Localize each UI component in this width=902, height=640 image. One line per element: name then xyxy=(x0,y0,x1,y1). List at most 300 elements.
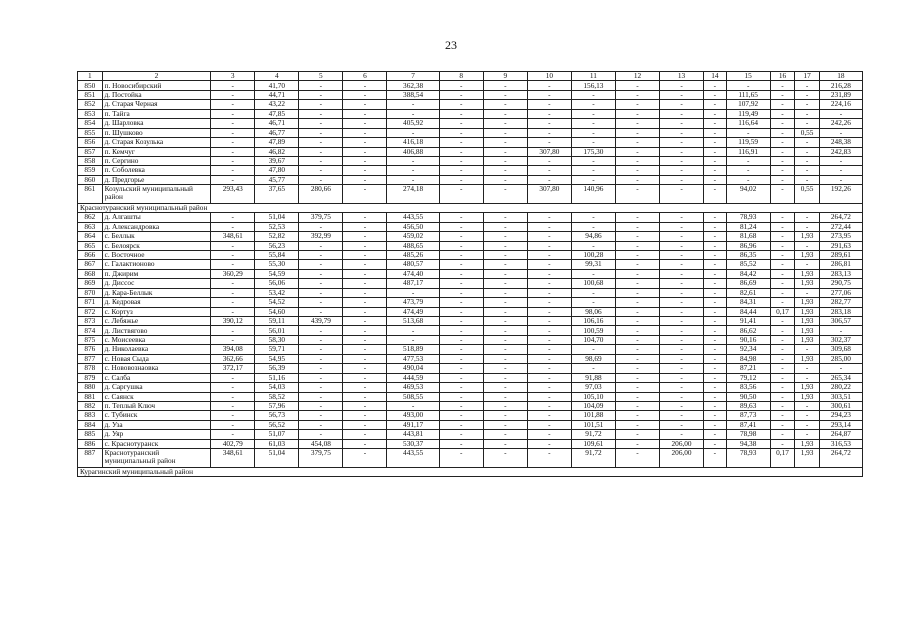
settlement-name-cell: д. Кара-Беллык xyxy=(102,288,211,297)
value-cell: 1,93 xyxy=(795,307,820,316)
value-cell: 116,64 xyxy=(726,119,770,128)
value-cell: 51,16 xyxy=(255,373,299,382)
value-cell: - xyxy=(211,213,255,222)
value-cell: 474,40 xyxy=(387,269,439,278)
value-cell: 156,13 xyxy=(571,81,615,90)
value-cell: - xyxy=(615,232,659,241)
value-cell: - xyxy=(571,269,615,278)
value-cell: - xyxy=(527,364,571,373)
value-cell: - xyxy=(615,175,659,184)
value-cell: - xyxy=(299,222,343,231)
value-cell: - xyxy=(527,222,571,231)
value-cell: - xyxy=(211,222,255,231)
value-cell: 473,79 xyxy=(387,298,439,307)
value-cell: - xyxy=(439,269,483,278)
value-cell: 487,17 xyxy=(387,279,439,288)
value-cell: 294,23 xyxy=(819,411,862,420)
settlement-name-cell: п. Соболевка xyxy=(102,166,211,175)
table-row xyxy=(78,373,863,382)
value-cell: 100,28 xyxy=(571,250,615,259)
settlement-name-cell: д. Постойка xyxy=(102,90,211,99)
value-cell: - xyxy=(795,175,820,184)
value-cell: - xyxy=(439,213,483,222)
value-cell: - xyxy=(660,128,704,137)
value-cell: - xyxy=(704,269,727,278)
value-cell: 362,66 xyxy=(211,354,255,363)
column-header: 14 xyxy=(704,72,727,81)
value-cell: - xyxy=(343,364,387,373)
value-cell: 104,09 xyxy=(571,401,615,410)
value-cell: - xyxy=(615,420,659,429)
value-cell: - xyxy=(343,449,387,468)
table-row xyxy=(78,430,863,439)
value-cell: - xyxy=(527,109,571,118)
value-cell: 55,30 xyxy=(255,260,299,269)
table-row xyxy=(78,260,863,269)
value-cell: 100,59 xyxy=(571,326,615,335)
value-cell: - xyxy=(660,81,704,90)
value-cell: - xyxy=(795,420,820,429)
table-row xyxy=(78,420,863,429)
value-cell: - xyxy=(660,232,704,241)
row-number-cell: 855 xyxy=(78,128,103,137)
value-cell: - xyxy=(704,128,727,137)
value-cell: - xyxy=(299,138,343,147)
settlement-name-cell: д. Алгашты xyxy=(102,213,211,222)
value-cell: - xyxy=(387,128,439,137)
table-row xyxy=(78,401,863,410)
value-cell: - xyxy=(299,100,343,109)
value-cell: 54,95 xyxy=(255,354,299,363)
value-cell: - xyxy=(726,175,770,184)
value-cell: - xyxy=(819,109,862,118)
value-cell: - xyxy=(704,401,727,410)
value-cell: - xyxy=(483,100,527,109)
value-cell: 56,06 xyxy=(255,279,299,288)
value-cell: - xyxy=(439,185,483,204)
value-cell: 86,62 xyxy=(726,326,770,335)
value-cell: - xyxy=(211,411,255,420)
value-cell: - xyxy=(211,298,255,307)
value-cell: 45,77 xyxy=(255,175,299,184)
settlement-name-cell: п. Сергино xyxy=(102,156,211,165)
value-cell: - xyxy=(795,241,820,250)
value-cell: - xyxy=(483,288,527,297)
table-row xyxy=(78,411,863,420)
value-cell: 43,22 xyxy=(255,100,299,109)
value-cell: - xyxy=(299,279,343,288)
column-header: 12 xyxy=(615,72,659,81)
settlement-name-cell: д. Николаевка xyxy=(102,345,211,354)
value-cell: - xyxy=(439,109,483,118)
value-cell: - xyxy=(299,166,343,175)
column-header: 5 xyxy=(299,72,343,81)
value-cell: 87,21 xyxy=(726,364,770,373)
row-number-cell: 856 xyxy=(78,138,103,147)
value-cell: - xyxy=(660,373,704,382)
value-cell: 59,71 xyxy=(255,345,299,354)
value-cell: 491,17 xyxy=(387,420,439,429)
value-cell: - xyxy=(795,364,820,373)
value-cell: - xyxy=(343,392,387,401)
value-cell: - xyxy=(483,222,527,231)
value-cell: 56,73 xyxy=(255,411,299,420)
value-cell: 303,51 xyxy=(819,392,862,401)
value-cell: - xyxy=(660,364,704,373)
value-cell: 111,65 xyxy=(726,90,770,99)
value-cell: 55,84 xyxy=(255,250,299,259)
value-cell: - xyxy=(439,119,483,128)
value-cell: - xyxy=(343,326,387,335)
value-cell: - xyxy=(726,128,770,137)
value-cell: - xyxy=(527,326,571,335)
value-cell: - xyxy=(299,392,343,401)
value-cell: - xyxy=(527,439,571,448)
value-cell: - xyxy=(483,317,527,326)
value-cell: 402,79 xyxy=(211,439,255,448)
value-cell: - xyxy=(660,119,704,128)
value-cell: 57,96 xyxy=(255,401,299,410)
value-cell: - xyxy=(770,260,795,269)
value-cell: - xyxy=(615,317,659,326)
row-number-cell: 866 xyxy=(78,250,103,259)
value-cell: 1,93 xyxy=(795,449,820,468)
value-cell: 454,08 xyxy=(299,439,343,448)
value-cell: - xyxy=(571,364,615,373)
value-cell: - xyxy=(704,260,727,269)
value-cell: - xyxy=(343,147,387,156)
value-cell: - xyxy=(439,392,483,401)
value-cell: - xyxy=(795,119,820,128)
value-cell: - xyxy=(615,373,659,382)
value-cell: - xyxy=(343,128,387,137)
value-cell: - xyxy=(439,128,483,137)
settlement-name-cell: д. Шарловка xyxy=(102,119,211,128)
table-row xyxy=(78,81,863,90)
value-cell: 242,83 xyxy=(819,147,862,156)
value-cell: - xyxy=(527,411,571,420)
value-cell: 302,37 xyxy=(819,335,862,344)
value-cell: - xyxy=(439,354,483,363)
value-cell: - xyxy=(299,175,343,184)
value-cell: - xyxy=(819,364,862,373)
value-cell: - xyxy=(770,147,795,156)
value-cell: 474,49 xyxy=(387,307,439,316)
value-cell: - xyxy=(660,298,704,307)
value-cell: 508,55 xyxy=(387,392,439,401)
settlement-name-cell: п. Джирим xyxy=(102,269,211,278)
value-cell: 53,42 xyxy=(255,288,299,297)
value-cell: - xyxy=(527,392,571,401)
value-cell: - xyxy=(615,119,659,128)
value-cell: - xyxy=(387,288,439,297)
value-cell: - xyxy=(660,317,704,326)
value-cell: - xyxy=(483,307,527,316)
value-cell: - xyxy=(795,138,820,147)
table-row xyxy=(78,326,863,335)
settlement-name-cell: с. Белоярск xyxy=(102,241,211,250)
value-cell: - xyxy=(660,109,704,118)
value-cell: 0,17 xyxy=(770,449,795,468)
value-cell: - xyxy=(439,222,483,231)
value-cell: - xyxy=(819,166,862,175)
value-cell: 54,52 xyxy=(255,298,299,307)
value-cell: - xyxy=(211,392,255,401)
value-cell: - xyxy=(615,392,659,401)
value-cell: - xyxy=(527,156,571,165)
row-number-cell: 860 xyxy=(78,175,103,184)
value-cell: 456,50 xyxy=(387,222,439,231)
value-cell: - xyxy=(527,317,571,326)
value-cell: - xyxy=(527,449,571,468)
settlement-name-cell: д. Саргушка xyxy=(102,383,211,392)
value-cell: 285,00 xyxy=(819,354,862,363)
value-cell: - xyxy=(483,147,527,156)
value-cell: - xyxy=(343,411,387,420)
value-cell: 97,03 xyxy=(571,383,615,392)
value-cell: 87,41 xyxy=(726,420,770,429)
value-cell: - xyxy=(211,326,255,335)
value-cell: 89,63 xyxy=(726,401,770,410)
value-cell: 52,53 xyxy=(255,222,299,231)
value-cell: 91,88 xyxy=(571,373,615,382)
value-cell: - xyxy=(770,317,795,326)
value-cell: 54,60 xyxy=(255,307,299,316)
table-row xyxy=(78,109,863,118)
value-cell: - xyxy=(770,250,795,259)
value-cell: - xyxy=(299,411,343,420)
value-cell: 388,54 xyxy=(387,90,439,99)
row-number-cell: 879 xyxy=(78,373,103,382)
value-cell: 439,79 xyxy=(299,317,343,326)
value-cell: 99,31 xyxy=(571,260,615,269)
value-cell: - xyxy=(660,166,704,175)
value-cell: - xyxy=(483,298,527,307)
value-cell: - xyxy=(726,156,770,165)
value-cell: - xyxy=(615,401,659,410)
value-cell: - xyxy=(795,345,820,354)
settlement-name-cell: д. Листвягово xyxy=(102,326,211,335)
value-cell: - xyxy=(770,156,795,165)
value-cell: - xyxy=(704,241,727,250)
value-cell: - xyxy=(615,90,659,99)
value-cell: 291,63 xyxy=(819,241,862,250)
value-cell: - xyxy=(571,222,615,231)
value-cell: - xyxy=(211,175,255,184)
value-cell: - xyxy=(704,411,727,420)
value-cell: - xyxy=(527,90,571,99)
table-row xyxy=(78,383,863,392)
value-cell: 1,93 xyxy=(795,335,820,344)
value-cell: - xyxy=(615,250,659,259)
table-row xyxy=(78,166,863,175)
value-cell: - xyxy=(770,383,795,392)
value-cell: - xyxy=(343,232,387,241)
row-number-cell: 870 xyxy=(78,288,103,297)
value-cell: 58,52 xyxy=(255,392,299,401)
table-row xyxy=(78,269,863,278)
value-cell: - xyxy=(527,175,571,184)
value-cell: - xyxy=(299,241,343,250)
value-cell: - xyxy=(770,241,795,250)
value-cell: - xyxy=(343,401,387,410)
value-cell: - xyxy=(615,439,659,448)
value-cell: - xyxy=(770,90,795,99)
settlement-name-cell: с. Новая Сыда xyxy=(102,354,211,363)
value-cell: - xyxy=(770,364,795,373)
value-cell: - xyxy=(211,100,255,109)
value-cell: - xyxy=(211,260,255,269)
table-row xyxy=(78,213,863,222)
value-cell: - xyxy=(660,260,704,269)
value-cell: 54,59 xyxy=(255,269,299,278)
value-cell: - xyxy=(571,109,615,118)
value-cell: - xyxy=(439,430,483,439)
value-cell: - xyxy=(343,175,387,184)
value-cell: - xyxy=(704,156,727,165)
value-cell: - xyxy=(660,100,704,109)
value-cell: - xyxy=(660,420,704,429)
value-cell: - xyxy=(527,401,571,410)
value-cell: - xyxy=(704,166,727,175)
value-cell: - xyxy=(770,109,795,118)
row-number-cell: 863 xyxy=(78,222,103,231)
value-cell: - xyxy=(527,279,571,288)
settlement-name-cell: Краснотуранский муниципальный район xyxy=(102,449,211,468)
value-cell: - xyxy=(343,156,387,165)
value-cell: - xyxy=(343,222,387,231)
value-cell: - xyxy=(615,269,659,278)
value-cell: - xyxy=(704,326,727,335)
value-cell: 265,34 xyxy=(819,373,862,382)
row-number-cell: 861 xyxy=(78,185,103,204)
value-cell: - xyxy=(343,109,387,118)
value-cell: - xyxy=(615,279,659,288)
row-number-cell: 850 xyxy=(78,81,103,90)
settlement-name-cell: д. Уяр xyxy=(102,430,211,439)
value-cell: 98,06 xyxy=(571,307,615,316)
value-cell: - xyxy=(299,430,343,439)
row-number-cell: 868 xyxy=(78,269,103,278)
value-cell: - xyxy=(439,411,483,420)
value-cell: 82,61 xyxy=(726,288,770,297)
table-row xyxy=(78,288,863,297)
value-cell: - xyxy=(704,420,727,429)
value-cell: - xyxy=(704,430,727,439)
value-cell: - xyxy=(795,288,820,297)
value-cell: 84,44 xyxy=(726,307,770,316)
value-cell: 444,59 xyxy=(387,373,439,382)
table-row xyxy=(78,175,863,184)
value-cell: - xyxy=(795,222,820,231)
value-cell: - xyxy=(483,241,527,250)
header-row xyxy=(78,72,863,81)
value-cell: - xyxy=(704,147,727,156)
value-cell: 477,53 xyxy=(387,354,439,363)
value-cell: 61,03 xyxy=(255,439,299,448)
value-cell: 248,38 xyxy=(819,138,862,147)
value-cell: - xyxy=(770,373,795,382)
value-cell: 224,16 xyxy=(819,100,862,109)
value-cell: - xyxy=(299,81,343,90)
value-cell: - xyxy=(527,269,571,278)
row-number-cell: 852 xyxy=(78,100,103,109)
value-cell: 1,93 xyxy=(795,383,820,392)
section-row xyxy=(78,203,863,212)
page-number: 23 xyxy=(445,38,457,52)
section-title: Краснотуранский муниципальный район xyxy=(78,203,863,212)
column-header: 16 xyxy=(770,72,795,81)
value-cell: - xyxy=(299,147,343,156)
value-cell: - xyxy=(299,156,343,165)
value-cell: - xyxy=(299,269,343,278)
value-cell: 105,10 xyxy=(571,392,615,401)
value-cell: - xyxy=(819,175,862,184)
value-cell: 81,24 xyxy=(726,222,770,231)
value-cell: 54,03 xyxy=(255,383,299,392)
value-cell: 0,17 xyxy=(770,307,795,316)
row-number-cell: 851 xyxy=(78,90,103,99)
value-cell: 443,55 xyxy=(387,213,439,222)
value-cell: 293,43 xyxy=(211,185,255,204)
value-cell: - xyxy=(343,345,387,354)
value-cell: - xyxy=(211,279,255,288)
value-cell: - xyxy=(795,430,820,439)
value-cell: - xyxy=(439,420,483,429)
value-cell: 274,18 xyxy=(387,185,439,204)
value-cell: - xyxy=(527,383,571,392)
value-cell: 394,08 xyxy=(211,345,255,354)
value-cell: - xyxy=(299,420,343,429)
value-cell: - xyxy=(615,81,659,90)
value-cell: - xyxy=(527,335,571,344)
value-cell: - xyxy=(343,185,387,204)
table-row xyxy=(78,138,863,147)
value-cell: - xyxy=(439,439,483,448)
column-header: 17 xyxy=(795,72,820,81)
value-cell: - xyxy=(770,138,795,147)
value-cell: - xyxy=(343,260,387,269)
value-cell: 1,93 xyxy=(795,250,820,259)
value-cell: - xyxy=(387,326,439,335)
value-cell: - xyxy=(660,354,704,363)
value-cell: - xyxy=(483,326,527,335)
value-cell: 1,93 xyxy=(795,392,820,401)
value-cell: - xyxy=(660,411,704,420)
value-cell: 283,13 xyxy=(819,269,862,278)
table-row xyxy=(78,345,863,354)
value-cell: - xyxy=(704,213,727,222)
value-cell: - xyxy=(483,392,527,401)
settlement-name-cell: д. Александровка xyxy=(102,222,211,231)
value-cell: - xyxy=(211,250,255,259)
value-cell: - xyxy=(439,250,483,259)
value-cell: - xyxy=(615,166,659,175)
value-cell: - xyxy=(660,222,704,231)
value-cell: - xyxy=(211,401,255,410)
row-number-cell: 869 xyxy=(78,279,103,288)
value-cell: 216,28 xyxy=(819,81,862,90)
value-cell: - xyxy=(660,279,704,288)
value-cell: - xyxy=(343,250,387,259)
value-cell: - xyxy=(795,166,820,175)
value-cell: 1,93 xyxy=(795,279,820,288)
value-cell: 37,65 xyxy=(255,185,299,204)
value-cell: - xyxy=(660,335,704,344)
value-cell: - xyxy=(819,128,862,137)
value-cell: - xyxy=(704,138,727,147)
row-number-cell: 874 xyxy=(78,326,103,335)
